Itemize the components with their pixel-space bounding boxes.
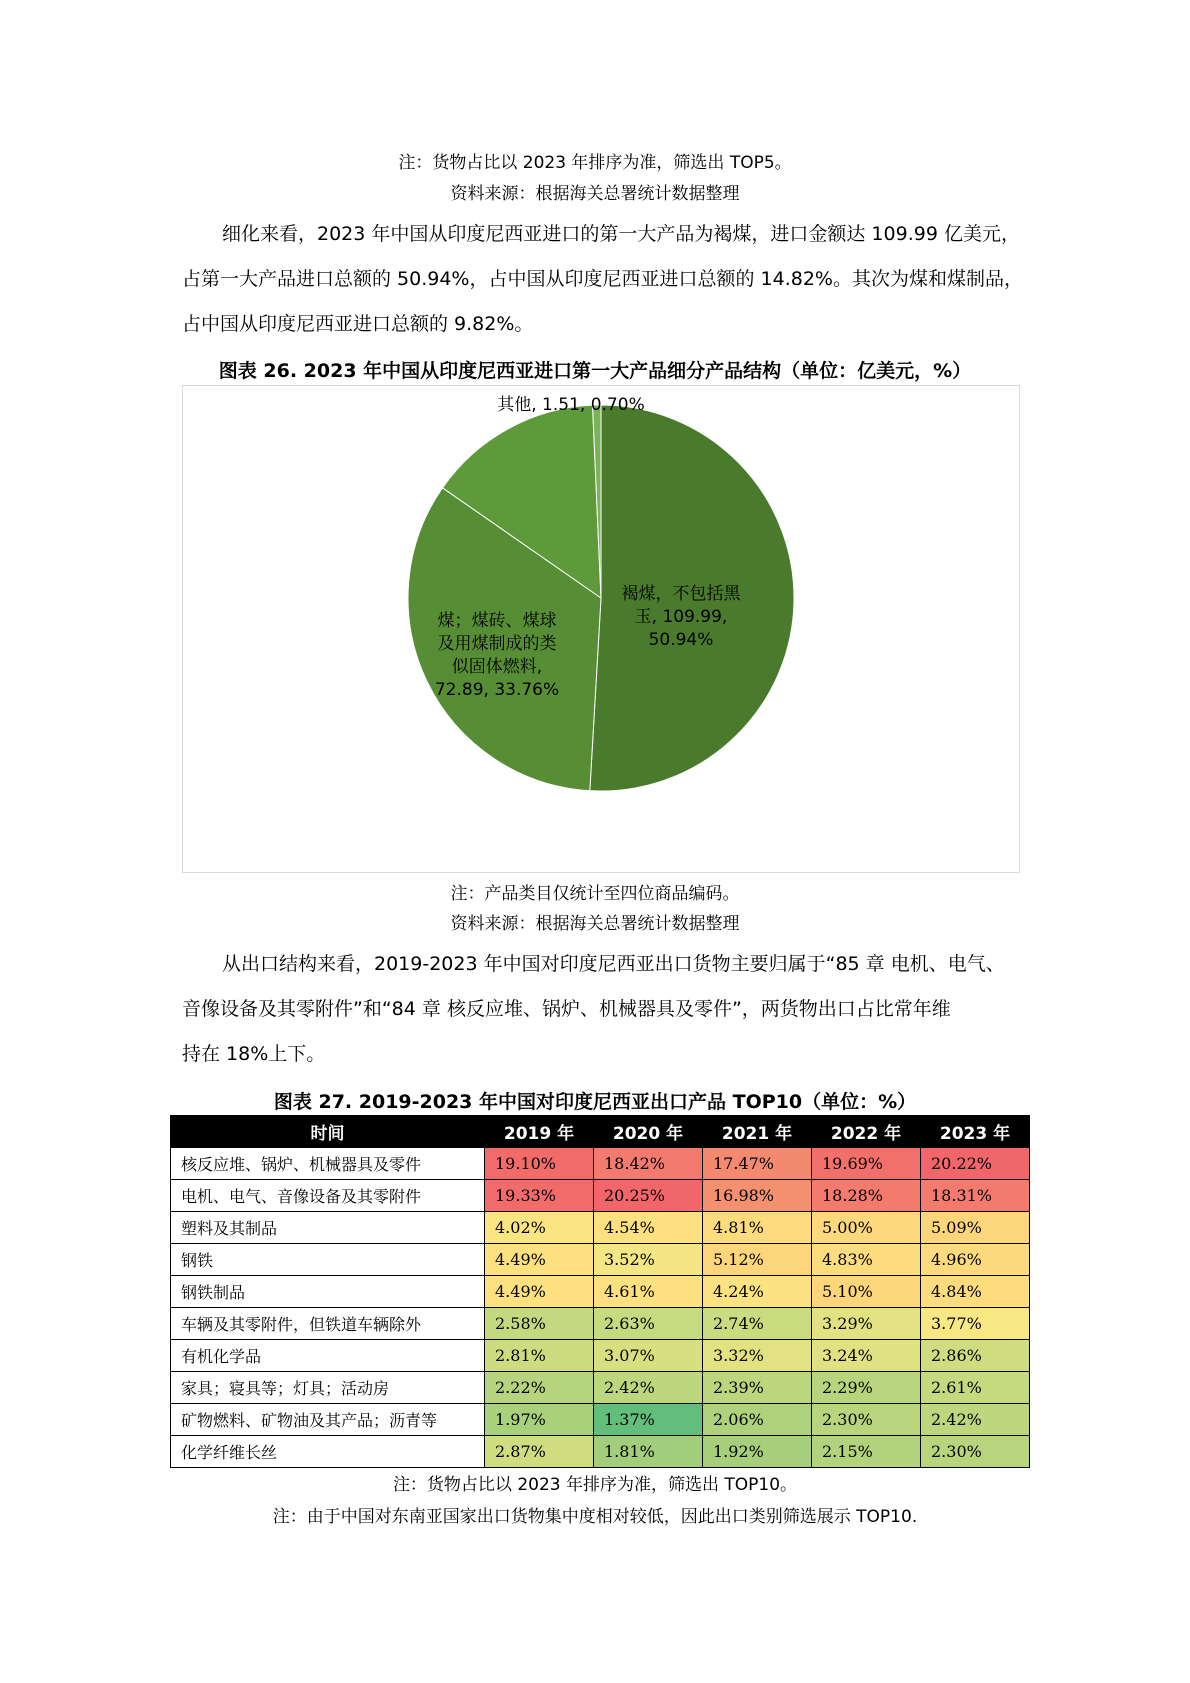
- pie-chart-svg: [183, 386, 1019, 872]
- row-share-cell: 4.84%: [921, 1276, 1030, 1308]
- row-product-name: 家具；寝具等；灯具；活动房: [171, 1372, 485, 1404]
- row-share-cell: 2.15%: [812, 1436, 921, 1468]
- row-share-cell: 3.32%: [703, 1340, 812, 1372]
- row-share-cell: 2.86%: [921, 1340, 1030, 1372]
- header-cell: 2021 年: [703, 1116, 812, 1148]
- paragraph-1-line: 细化来看，2023 年中国从印度尼西亚进口的第一大产品为褐煤，进口金额达 109.99 亿美元，: [222, 223, 1020, 245]
- row-share-cell: 1.97%: [485, 1404, 594, 1436]
- row-product-name: 核反应堆、锅炉、机械器具及零件: [171, 1148, 485, 1180]
- row-share-cell: 2.81%: [485, 1340, 594, 1372]
- paragraph-2-line: 音像设备及其零附件”和“84 章 核反应堆、锅炉、机械器具及零件”，两货物出口占比常年维: [182, 998, 951, 1020]
- row-share-cell: 2.39%: [703, 1372, 812, 1404]
- row-share-cell: 2.29%: [812, 1372, 921, 1404]
- row-share-cell: 5.09%: [921, 1212, 1030, 1244]
- row-share-cell: 2.58%: [485, 1308, 594, 1340]
- pie-data-label: 及用煤制成的类: [437, 634, 557, 654]
- row-share-cell: 2.74%: [703, 1308, 812, 1340]
- pie-data-label: 其他, 1.51, 0.70%: [497, 395, 645, 415]
- figure-27-note-1: 注：货物占比以 2023 年排序为准，筛选出 TOP10。: [392, 1475, 798, 1495]
- figure-27-title: 图表 27. 2019-2023 年中国对印度尼西亚出口产品 TOP10（单位：%）: [273, 1091, 917, 1113]
- table-row: [171, 1244, 1030, 1276]
- header-cell: 2020 年: [594, 1116, 703, 1148]
- pie-data-label: 褐煤，不包括黑: [621, 584, 741, 604]
- row-share-cell: 2.06%: [703, 1404, 812, 1436]
- table-row: [171, 1372, 1030, 1404]
- row-share-cell: 5.12%: [703, 1244, 812, 1276]
- row-share-cell: 19.10%: [485, 1148, 594, 1180]
- row-share-cell: 2.42%: [921, 1404, 1030, 1436]
- row-share-cell: 20.22%: [921, 1148, 1030, 1180]
- row-share-cell: 4.02%: [485, 1212, 594, 1244]
- row-share-cell: 3.77%: [921, 1308, 1030, 1340]
- row-share-cell: 19.69%: [812, 1148, 921, 1180]
- row-share-cell: 3.07%: [594, 1340, 703, 1372]
- row-share-cell: 4.61%: [594, 1276, 703, 1308]
- row-share-cell: 2.30%: [812, 1404, 921, 1436]
- table-row: [171, 1276, 1030, 1308]
- row-product-name: 钢铁制品: [171, 1276, 485, 1308]
- row-share-cell: 1.92%: [703, 1436, 812, 1468]
- row-share-cell: 2.61%: [921, 1372, 1030, 1404]
- row-share-cell: 1.37%: [594, 1404, 703, 1436]
- row-product-name: 矿物燃料、矿物油及其产品；沥青等: [171, 1404, 485, 1436]
- table-row: [171, 1404, 1030, 1436]
- pie-data-label: 玉, 109.99,: [634, 607, 728, 627]
- paragraph-1-line: 占中国从印度尼西亚进口总额的 9.82%。: [182, 313, 534, 335]
- row-share-cell: 2.42%: [594, 1372, 703, 1404]
- row-share-cell: 18.42%: [594, 1148, 703, 1180]
- row-share-cell: 5.00%: [812, 1212, 921, 1244]
- table-row: [171, 1308, 1030, 1340]
- figure-26-title: 图表 26. 2023 年中国从印度尼西亚进口第一大产品细分产品结构（单位：亿美元，%）: [218, 360, 972, 382]
- pie-chart: [182, 385, 1020, 873]
- table-row: [171, 1436, 1030, 1468]
- export-table: [170, 1115, 1030, 1468]
- figure-27-note-2: 注：由于中国对东南亚国家出口货物集中度相对较低，因此出口类别筛选展示 TOP10.: [272, 1507, 918, 1527]
- pie-data-label: 50.94%: [648, 630, 714, 650]
- top-note: 注：货物占比以 2023 年排序为准，筛选出 TOP5。: [398, 153, 792, 173]
- row-product-name: 塑料及其制品: [171, 1212, 485, 1244]
- row-share-cell: 1.81%: [594, 1436, 703, 1468]
- table-row: [171, 1148, 1030, 1180]
- row-product-name: 钢铁: [171, 1244, 485, 1276]
- row-share-cell: 2.30%: [921, 1436, 1030, 1468]
- row-product-name: 车辆及其零附件，但铁道车辆除外: [171, 1308, 485, 1340]
- row-share-cell: 4.54%: [594, 1212, 703, 1244]
- paragraph-2-line: 持在 18%上下。: [182, 1043, 326, 1065]
- row-product-name: 有机化学品: [171, 1340, 485, 1372]
- row-share-cell: 19.33%: [485, 1180, 594, 1212]
- row-share-cell: 2.22%: [485, 1372, 594, 1404]
- figure-26-note: 注：产品类目仅统计至四位商品编码。: [450, 884, 740, 904]
- row-share-cell: 3.24%: [812, 1340, 921, 1372]
- header-cell: 2023 年: [921, 1116, 1030, 1148]
- row-product-name: 化学纤维长丝: [171, 1436, 485, 1468]
- row-share-cell: 4.96%: [921, 1244, 1030, 1276]
- row-share-cell: 4.83%: [812, 1244, 921, 1276]
- row-share-cell: 4.24%: [703, 1276, 812, 1308]
- row-share-cell: 4.81%: [703, 1212, 812, 1244]
- paragraph-1-line: 占第一大产品进口总额的 50.94%，占中国从印度尼西亚进口总额的 14.82%。其次为煤和煤制品，: [182, 268, 1023, 290]
- table-header-row: [171, 1116, 1030, 1148]
- row-share-cell: 18.28%: [812, 1180, 921, 1212]
- header-cell: 2022 年: [812, 1116, 921, 1148]
- row-share-cell: 18.31%: [921, 1180, 1030, 1212]
- table-row: [171, 1340, 1030, 1372]
- row-product-name: 电机、电气、音像设备及其零附件: [171, 1180, 485, 1212]
- figure-26-source: 资料来源：根据海关总署统计数据整理: [450, 914, 740, 934]
- row-share-cell: 4.49%: [485, 1276, 594, 1308]
- header-cell: 时间: [171, 1116, 485, 1148]
- row-share-cell: 2.63%: [594, 1308, 703, 1340]
- header-cell: 2019 年: [485, 1116, 594, 1148]
- row-share-cell: 16.98%: [703, 1180, 812, 1212]
- table-row: [171, 1180, 1030, 1212]
- top-source: 资料来源：根据海关总署统计数据整理: [450, 184, 740, 204]
- pie-data-label: 煤；煤砖、煤球: [437, 611, 557, 631]
- pie-data-label: 似固体燃料,: [451, 657, 543, 677]
- row-share-cell: 5.10%: [812, 1276, 921, 1308]
- row-share-cell: 3.29%: [812, 1308, 921, 1340]
- paragraph-2-line: 从出口结构来看，2019-2023 年中国对印度尼西亚出口货物主要归属于“85 章 电机、电气、: [222, 953, 1005, 975]
- table-row: [171, 1212, 1030, 1244]
- row-share-cell: 17.47%: [703, 1148, 812, 1180]
- row-share-cell: 2.87%: [485, 1436, 594, 1468]
- pie-data-label: 72.89, 33.76%: [434, 680, 560, 700]
- row-share-cell: 4.49%: [485, 1244, 594, 1276]
- paragraph-1: [182, 212, 1023, 347]
- row-share-cell: 3.52%: [594, 1244, 703, 1276]
- row-share-cell: 20.25%: [594, 1180, 703, 1212]
- paragraph-2: [182, 942, 1012, 1077]
